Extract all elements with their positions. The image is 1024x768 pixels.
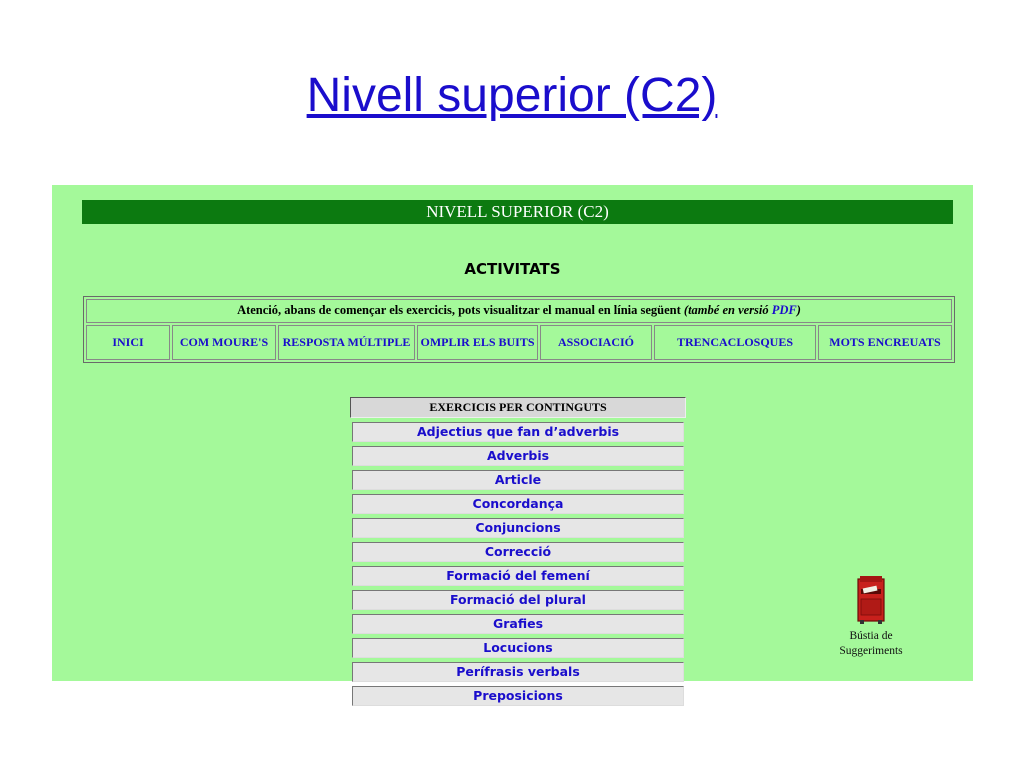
mailbox-icon [854,575,888,625]
content-item-article[interactable]: Article [352,470,684,490]
activities-heading: ACTIVITATS [464,260,561,278]
page-frame [52,185,973,703]
pdf-link[interactable]: PDF [771,303,797,317]
contents-menu [350,397,686,710]
nav-resposta-multiple[interactable]: RESPOSTA MÚLTIPLE [278,325,415,360]
content-item-formacio-plural[interactable]: Formació del plural [352,590,684,610]
activities-nav-table [83,296,955,363]
content-item-perifrasis[interactable]: Perífrasis verbals [352,662,684,682]
level-banner: NIVELL SUPERIOR (C2) [82,200,953,224]
notice-paren-open: (també en versió [683,303,772,317]
content-item-locucions[interactable]: Locucions [352,638,684,658]
mailbox-label-line2: Suggeriments [839,645,903,657]
suggestions-mailbox[interactable] [826,575,916,659]
content-item-formacio-femeni[interactable]: Formació del femení [352,566,684,586]
slide-title[interactable]: Nivell superior (C2) [306,69,718,122]
nav-row [86,325,952,360]
nav-associacio[interactable]: ASSOCIACIÓ [540,325,652,360]
content-item-adverbis[interactable]: Adverbis [352,446,684,466]
nav-trencaclosques[interactable]: TRENCACLOSQUES [654,325,816,360]
nav-omplir-els-buits[interactable]: OMPLIR ELS BUITS [417,325,538,360]
content-item-concordanca[interactable]: Concordança [352,494,684,514]
content-item-conjuncions[interactable]: Conjuncions [352,518,684,538]
nav-inici[interactable]: INICI [86,325,170,360]
content-item-correccio[interactable]: Correcció [352,542,684,562]
content-item-preposicions[interactable]: Preposicions [352,686,684,706]
notice-paren-close: ) [796,303,801,317]
mailbox-label-line1: Bústia de [849,630,893,642]
notice-text: Atenció, abans de començar els exercicis, pots visualitzar el manual en línia següent [237,303,681,317]
manual-notice [86,299,952,323]
contents-header: EXERCICIS PER CONTINGUTS [350,397,686,418]
content-item-adjectius[interactable]: Adjectius que fan d’adverbis [352,422,684,442]
nav-mots-encreuats[interactable]: MOTS ENCREUATS [818,325,952,360]
nav-com-moures[interactable]: COM MOURE'S [172,325,276,360]
content-item-grafies[interactable]: Grafies [352,614,684,634]
